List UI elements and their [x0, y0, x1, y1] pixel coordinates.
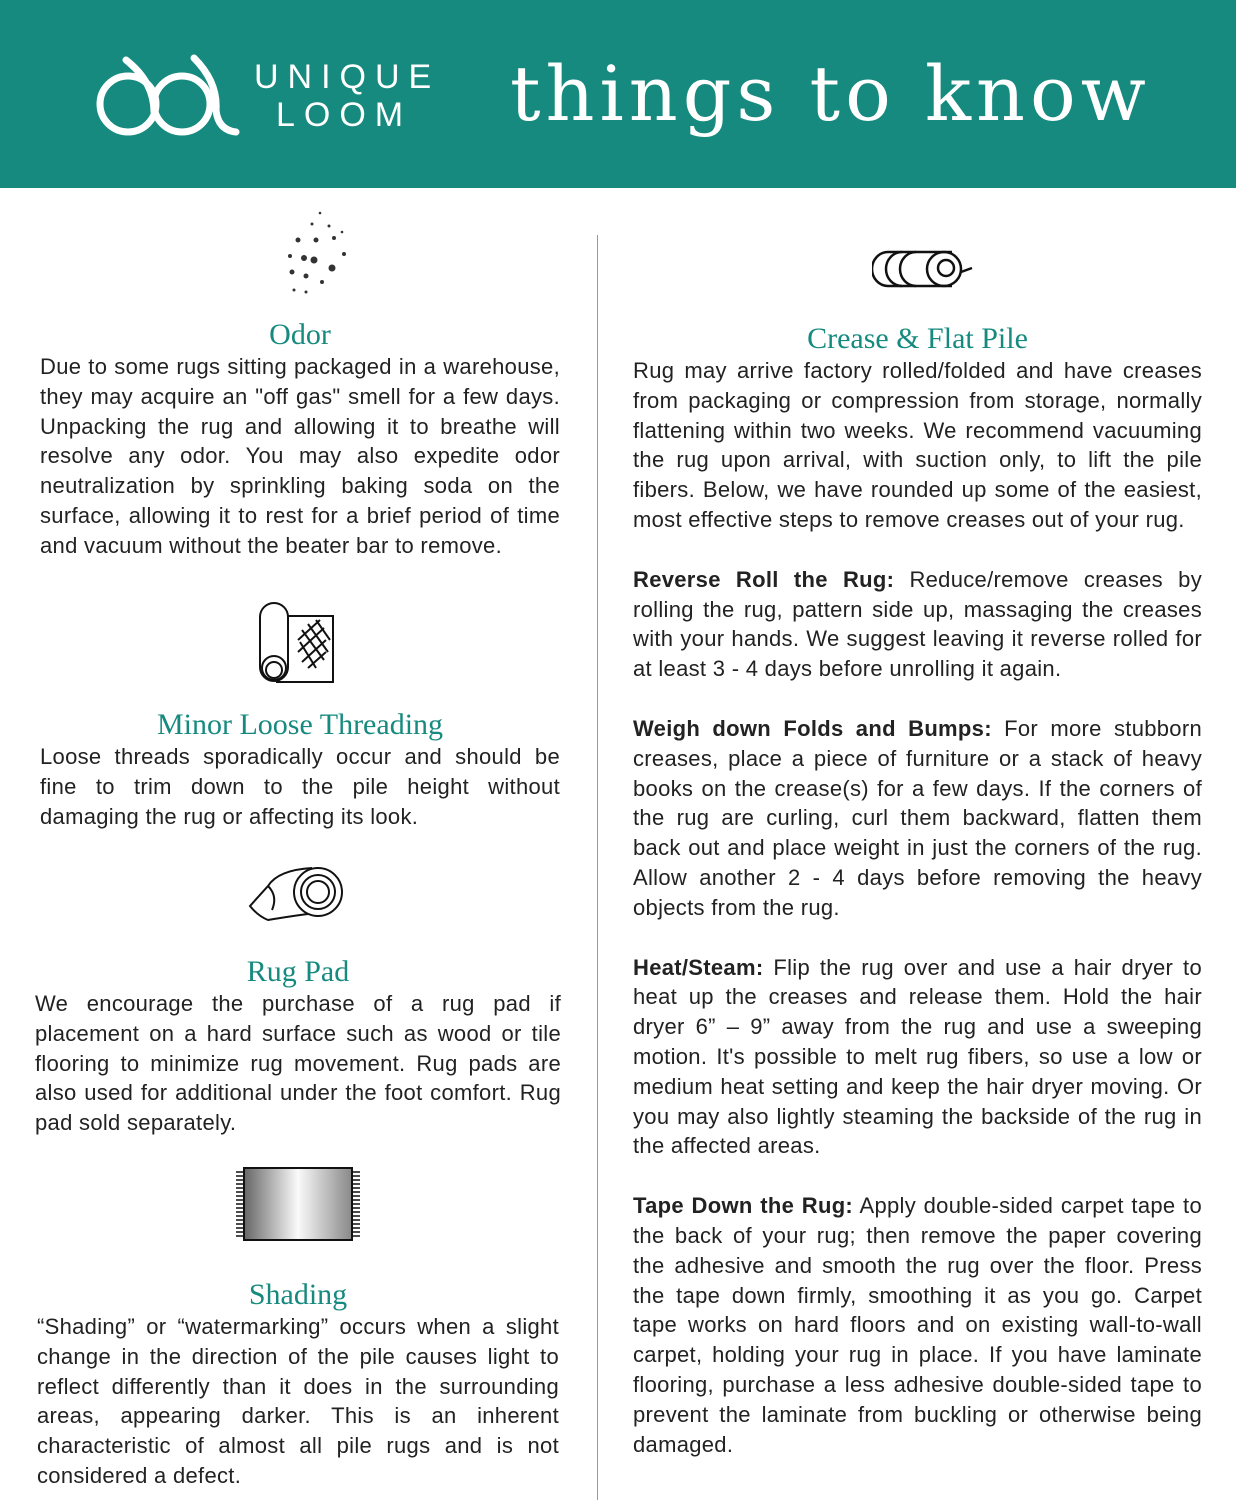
step-label: Reverse Roll the Rug:	[633, 566, 895, 592]
section-heading: Odor	[269, 318, 331, 351]
step-weigh-down	[633, 714, 1202, 923]
section-heading: Shading	[248, 1278, 348, 1311]
section-rug-pad	[35, 955, 561, 1138]
section-heading: Minor Loose Threading	[156, 708, 444, 741]
rug-pad-roll-icon	[248, 866, 344, 924]
rug-threads-icon	[258, 602, 336, 684]
section-heading: Rug Pad	[246, 955, 350, 988]
section-body: Due to some rugs sitting packaged in a warehouse, they may acquire an "off gas" smell for a few days. Unpacking the rug and allowing it to breathe will resolve any odor. You may also expedite odor neutralization by sprinkling baking soda on the surface, allowing it to rest for a brief period of time and vacuum without the beater bar to remove.	[40, 354, 560, 558]
section-crease-flat-pile	[633, 322, 1202, 1459]
rolled-rug-icon	[872, 248, 974, 290]
step-label: Weigh down Folds and Bumps:	[633, 715, 992, 741]
brand-line-2: LOOM	[276, 96, 413, 134]
step-text: Apply double-sided carpet tape to the back of your rug; then remove the paper covering the adhesive and smooth the rug over the floor. Press the tape down firmly, smoothing it as you go. Carpet tape works on hard floors and on existing wall-to-wall carpet, holding your rug in place. If you have laminate flooring, purchase a less adhesive double-sided tape to prevent the laminate from buckling or otherwise being damaged.	[633, 1193, 1203, 1457]
brand-line-1: UNIQUE	[254, 58, 441, 96]
step-tape-down	[633, 1191, 1202, 1459]
brand-name	[254, 58, 440, 134]
step-label: Heat/Steam:	[633, 954, 764, 980]
section-body: Loose threads sporadically occur and should be fine to trim down to the pile height without damaging the rug or affecting its look.	[40, 744, 560, 829]
step-text: Flip the rug over and use a hair dryer to heat up the creases and release them. Hold the hair dryer 6” – 9” away from the rug and use a sweeping motion. It's possible to melt rug fibers, so use a low or medium heat setting and keep the hair dryer moving. Or you may also lightly steaming the backside of the rug in the affected areas.	[633, 954, 1202, 1159]
step-heat-steam	[633, 953, 1202, 1162]
section-body: “Shading” or “watermarking” occurs when a slight change in the direction of the pile causes light to reflect differently than it does in the surrounding areas, appearing darker. This is an inherent characteristic of almost all pile rugs and is not considered a defect.	[37, 1314, 559, 1488]
column-divider	[597, 235, 598, 1500]
step-reverse-roll	[633, 565, 1202, 684]
step-text: For more stubborn creases, place a piece of furniture or a stack of heavy books on the crease(s) for a few days. If the corners of the rug are curling, curl them backward, flatten them back out and place weight in just the corners of the rug. Allow another 2 - 4 days before removing the heavy objects from the rug.	[633, 715, 1202, 920]
step-label: Tape Down the Rug:	[633, 1193, 854, 1219]
header-banner	[0, 0, 1236, 188]
section-odor	[40, 318, 560, 561]
section-loose-threading	[40, 708, 560, 831]
page-title: things to know	[510, 49, 1151, 138]
dots-odor-icon	[284, 210, 350, 296]
shaded-rug-icon	[234, 1166, 362, 1242]
section-heading: Crease & Flat Pile	[807, 322, 1028, 355]
section-intro: Rug may arrive factory rolled/folded and have creases from packaging or compression from storage, normally flattening within two weeks. We recommend vacuuming the rug upon arrival, with suction only, to lift the pile fibers. Below, we have rounded up some of the easiest, most effective steps to remove creases out of your rug.	[633, 358, 1202, 532]
unique-loom-logo-icon	[96, 52, 242, 138]
step-text: Reduce/remove creases by rolling the rug, pattern side up, massaging the creases with your hands. We suggest leaving it reverse rolled for at least 3 - 4 days before unrolling it again.	[633, 566, 1202, 682]
section-shading	[37, 1278, 559, 1491]
section-body: We encourage the purchase of a rug pad if placement on a hard surface such as wood or tile flooring to minimize rug movement. Rug pads are also used for additional under the foot comfort. Rug pad sold separately.	[35, 991, 561, 1136]
